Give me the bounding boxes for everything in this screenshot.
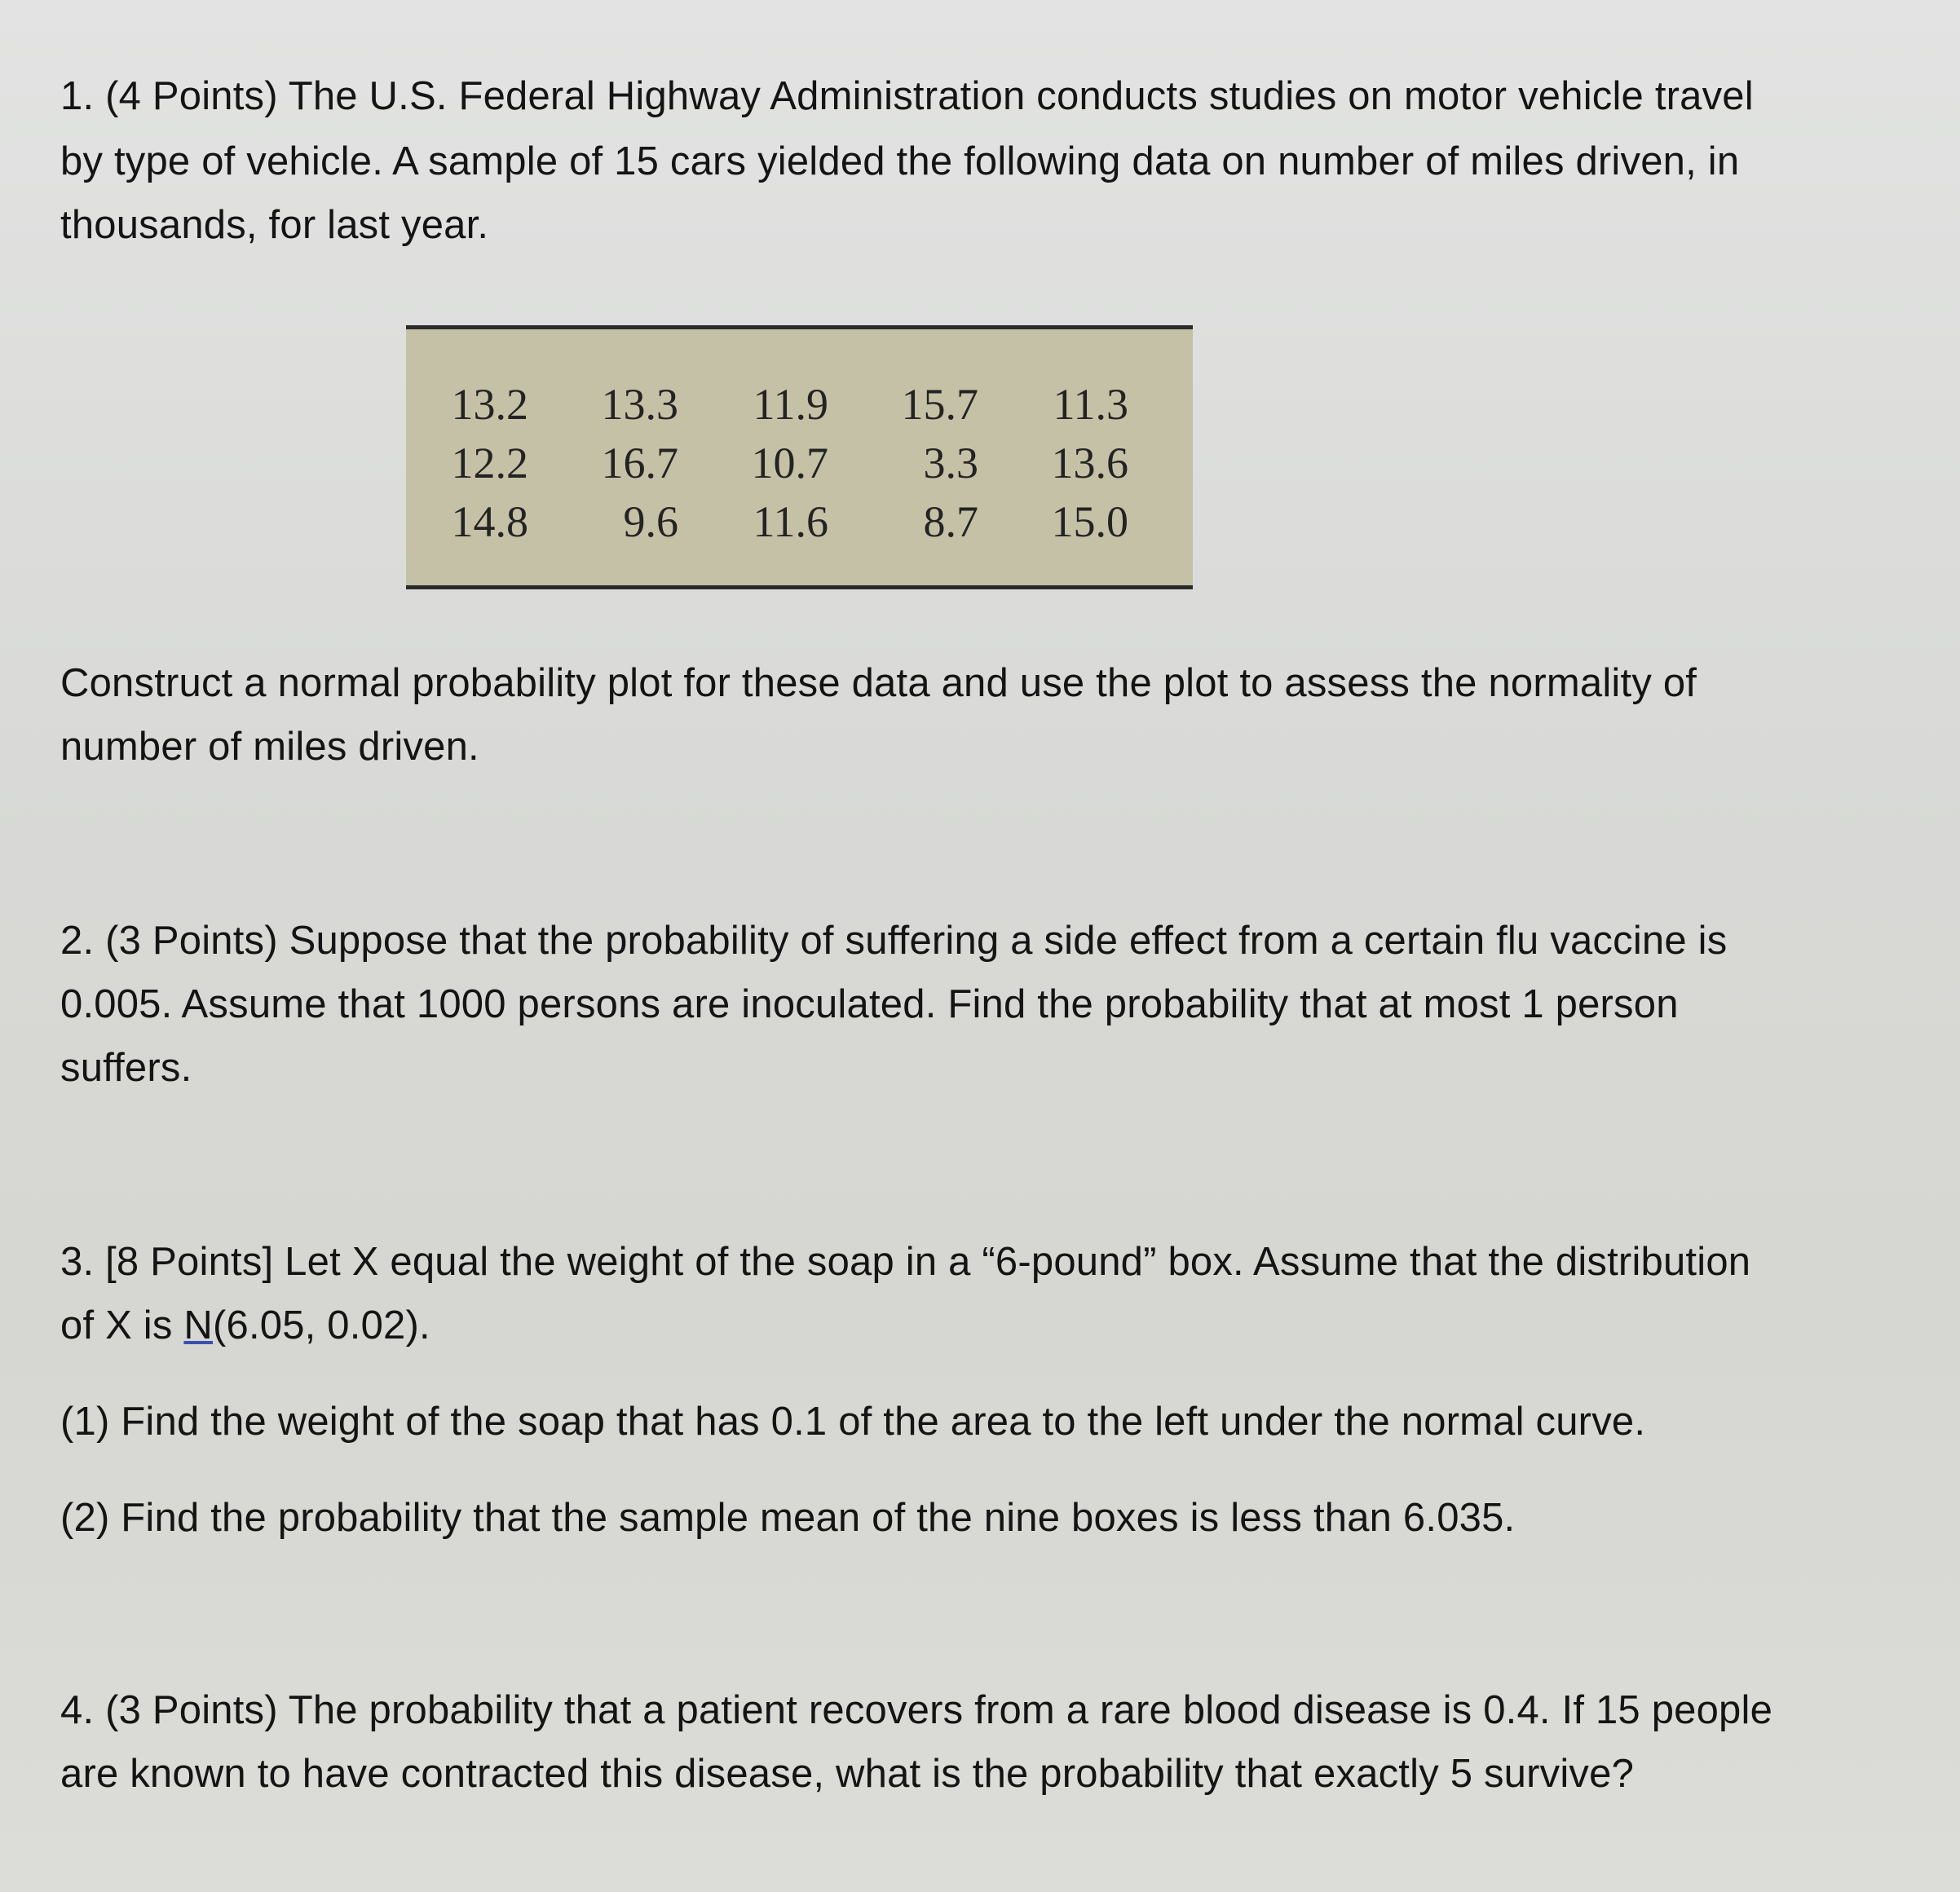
q1-task-line-1: Construct a normal probability plot for these data and use the plot to assess the normality of bbox=[60, 661, 1697, 705]
q1-line-2: by type of vehicle. A sample of 15 cars yielded the following data on number of miles driven, in bbox=[60, 139, 1740, 183]
q3-part-1: (1) Find the weight of the soap that has 0.1 of the area to the left under the normal curve. bbox=[60, 1400, 1646, 1444]
table-cell: 13.3 bbox=[601, 380, 678, 429]
q3-line-2-prefix: of X is bbox=[60, 1303, 184, 1347]
q1-line-3: thousands, for last year. bbox=[60, 203, 489, 247]
q3-part-2: (2) Find the probability that the sample mean of the nine boxes is less than 6.035. bbox=[60, 1496, 1516, 1540]
q2-line-1: 2. (3 Points) Suppose that the probability of suffering a side effect from a certain flu vaccine is bbox=[60, 919, 1728, 963]
q4-line-2: are known to have contracted this disease, what is the probability that exactly 5 survive? bbox=[60, 1752, 1635, 1796]
table-cell: 13.6 bbox=[1051, 439, 1128, 487]
table-row bbox=[448, 492, 1128, 551]
q3-normal-symbol: N bbox=[183, 1303, 213, 1347]
q2-line-2: 0.005. Assume that 1000 persons are inoculated. Find the probability that at most 1 person bbox=[60, 982, 1679, 1026]
table-cell: 10.7 bbox=[751, 439, 828, 487]
table-row bbox=[448, 434, 1128, 492]
table-cell: 16.7 bbox=[601, 439, 678, 487]
table-cell: 14.8 bbox=[451, 497, 528, 546]
q2-line-3: suffers. bbox=[60, 1046, 192, 1090]
table-cell: 15.0 bbox=[1051, 497, 1128, 546]
q4-line-1: 4. (3 Points) The probability that a patient recovers from a rare blood disease is 0.4. If 15 people bbox=[60, 1688, 1773, 1732]
q1-line-1: 1. (4 Points) The U.S. Federal Highway Administration conducts studies on motor vehicle travel bbox=[60, 74, 1754, 118]
table-cell: 15.7 bbox=[901, 380, 978, 429]
q1-task-line-2: number of miles driven. bbox=[60, 725, 479, 769]
table-cell: 13.2 bbox=[451, 380, 528, 429]
table-row bbox=[448, 375, 1128, 434]
table-cell: 8.7 bbox=[923, 497, 978, 546]
miles-data-table-box bbox=[406, 325, 1193, 589]
table-cell: 3.3 bbox=[923, 439, 978, 487]
q3-line-1: 3. [8 Points] Let X equal the weight of the soap in a “6-pound” box. Assume that the distribution bbox=[60, 1240, 1751, 1284]
q3-line-2-suffix: (6.05, 0.02). bbox=[212, 1303, 430, 1347]
table-cell: 11.9 bbox=[753, 380, 828, 429]
table-cell: 9.6 bbox=[623, 497, 678, 546]
table-cell: 11.3 bbox=[1053, 380, 1128, 429]
table-cell: 11.6 bbox=[753, 497, 828, 546]
q3-line-2 bbox=[60, 1293, 430, 1358]
table-cell: 12.2 bbox=[451, 439, 528, 487]
miles-data-table bbox=[448, 375, 1128, 551]
